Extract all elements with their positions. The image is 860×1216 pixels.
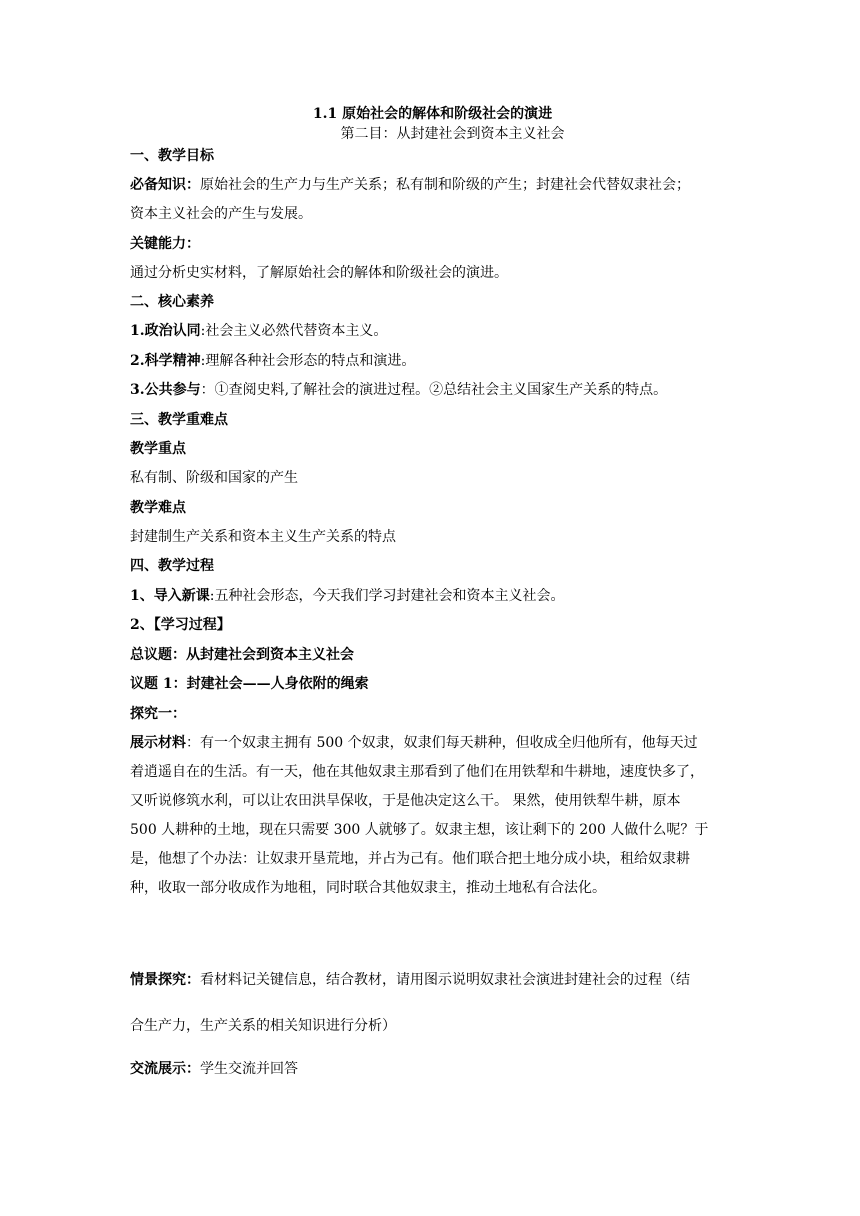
section-heading-objectives: 一、教学目标 [130, 148, 214, 164]
knowledge-label: 必备知识： [130, 177, 200, 193]
learning-process-heading: 2、【学习过程】 [130, 617, 231, 633]
material-line-1 [130, 733, 735, 753]
key-point-label: 教学重点 [130, 441, 186, 457]
knowledge-line [130, 175, 735, 195]
knowledge-text: 原始社会的生产力与生产关系；私有制和阶级的产生；封建社会代替奴隶社会； [200, 177, 690, 193]
literacy-text-2: :理解各种社会形态的特点和演进。 [200, 353, 416, 369]
knowledge-text-cont: 资本主义社会的产生与发展。 [130, 206, 312, 222]
intro-text: :五种社会形态，今天我们学习封建社会和资本主义社会。 [209, 588, 565, 604]
literacy-item-3 [130, 380, 735, 400]
issue-1-heading: 议题 1：封建社会——人身依附的绳索 [130, 676, 369, 692]
literacy-label-3: 3.公共参与 [130, 382, 201, 398]
ability-text: 通过分析史实材料，了解原始社会的解体和阶级社会的演进。 [130, 265, 508, 281]
section-heading-process: 四、教学过程 [130, 558, 214, 574]
literacy-text-3: ：①查阅史料,了解社会的演进过程。②总结社会主义国家生产关系的特点。 [200, 382, 668, 398]
intro-line [130, 586, 735, 606]
key-point-text: 私有制、阶级和国家的产生 [130, 470, 298, 486]
difficult-point-label: 教学难点 [130, 500, 186, 516]
scene-line-1 [130, 970, 735, 990]
material-label: 展示材料 [130, 735, 186, 751]
intro-label: 1、导入新课 [130, 588, 210, 604]
literacy-text-1: :社会主义必然代替资本主义。 [200, 323, 388, 339]
literacy-label-2: 2.科学精神 [130, 353, 201, 369]
material-text-1: ：有一个奴隶主拥有 500 个奴隶，奴隶们每天耕种，但收成全归他所有，他每天过 [186, 735, 698, 751]
literacy-label-1: 1.政治认同 [130, 323, 201, 339]
section-heading-key-difficult: 三、教学重难点 [130, 412, 228, 428]
exchange-label: 交流展示： [130, 1061, 200, 1077]
ability-label: 关键能力： [130, 236, 200, 252]
scene-text-1: 看材料记关键信息，结合教材，请用图示说明奴隶社会演进封建社会的过程（结 [200, 972, 690, 988]
general-topic: 总议题：从封建社会到资本主义社会 [130, 647, 354, 663]
section-heading-literacy: 二、核心素养 [130, 294, 214, 310]
explore-1-heading: 探究一： [130, 706, 186, 722]
material-line-4: 500 人耕种的土地，现在只需要 300 人就够了。奴隶主想，该让剩下的 200 人做什么呢？于 [130, 822, 709, 838]
page-title: 1.1 原始社会的解体和阶级社会的演进 [312, 106, 553, 122]
material-line-3: 又听说修筑水利，可以让农田洪旱保收，于是他决定这么干。 果然，使用铁犁牛耕，原本 [130, 793, 681, 809]
material-line-5: 是，他想了个办法：让奴隶开垦荒地，并占为己有。他们联合把土地分成小块，租给奴隶耕 [130, 851, 690, 867]
exchange-text: 学生交流并回答 [200, 1061, 298, 1077]
material-line-6: 种，收取一部分收成作为地租，同时联合其他奴隶主，推动土地私有合法化。 [130, 880, 606, 896]
literacy-item-1 [130, 321, 735, 341]
page-subtitle: 第二目：从封建社会到资本主义社会 [340, 126, 565, 142]
exchange-line [130, 1059, 735, 1079]
material-line-2: 着逍遥自在的生活。有一天，他在其他奴隶主那看到了他们在用铁犁和牛耕地，速度快多了， [130, 764, 704, 780]
scene-label: 情景探究： [130, 972, 200, 988]
scene-line-2: 合生产力，生产关系的相关知识进行分析） [130, 1018, 396, 1034]
difficult-point-text: 封建制生产关系和资本主义生产关系的特点 [130, 529, 396, 545]
literacy-item-2 [130, 351, 735, 371]
